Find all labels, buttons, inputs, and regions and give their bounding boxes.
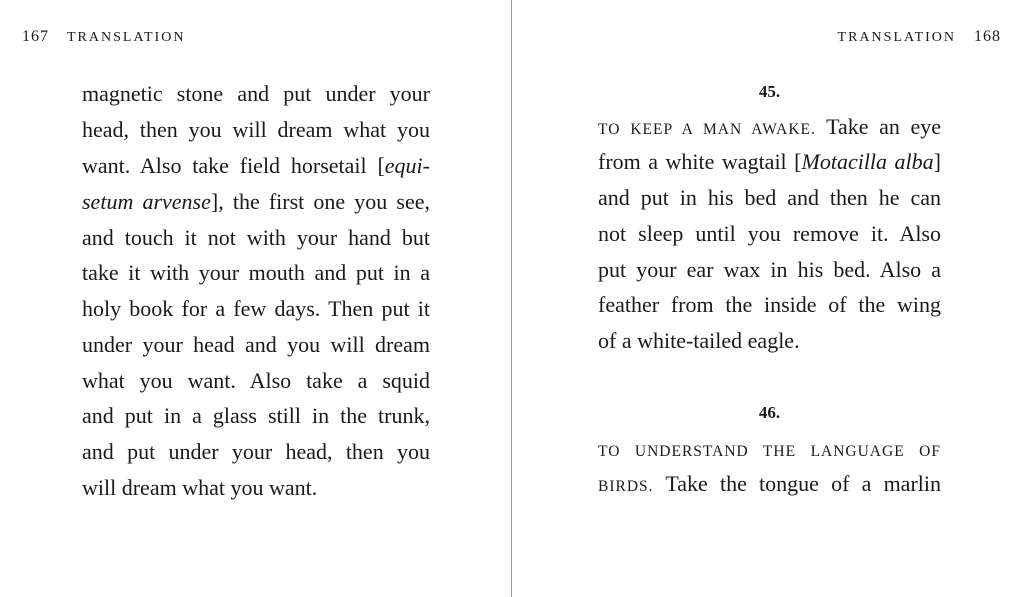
text-line: under your head and you will dream: [82, 332, 430, 357]
text-line: and touch it not with your hand but: [82, 225, 430, 250]
section-number: 46.: [758, 403, 781, 422]
text-segment: from a white wagtail [: [598, 149, 802, 174]
text-line: what you want. Also take a squid: [82, 368, 430, 393]
text-line: [598, 148, 941, 176]
running-head-right: [838, 29, 1001, 46]
text-line: and put in his bed and then he can: [598, 185, 941, 210]
text-line: magnetic stone and put under your: [82, 81, 430, 106]
text-line: not sleep until you remove it. Also: [598, 221, 941, 246]
page-number: 168: [974, 28, 1001, 45]
text-segment: Take the tongue of a marlin: [653, 471, 941, 496]
running-head-title: TRANSLATION: [67, 30, 186, 45]
right-page: [512, 0, 1024, 597]
text-line: feather from the inside of the wing: [598, 292, 941, 317]
running-head-left: [22, 29, 185, 46]
text-line: put your ear wax in his bed. Also a: [598, 257, 941, 282]
text-line: holy book for a few days. Then put it: [82, 296, 430, 321]
italic-term: equi-: [384, 153, 430, 178]
text-line: will dream what you want.: [82, 475, 318, 500]
section-heading: BIRDS.: [598, 478, 654, 495]
page-number: 167: [22, 28, 49, 45]
text-segment: ]: [933, 149, 941, 174]
text-line: and put under your head, then you: [82, 439, 430, 464]
text-line: [82, 152, 430, 180]
section-heading: TO KEEP A MAN AWAKE.: [598, 121, 816, 138]
section-heading: TO UNDERSTAND THE LANGUAGE OF: [598, 443, 941, 460]
text-line: [598, 470, 941, 501]
left-page: [0, 0, 511, 597]
running-head-title: TRANSLATION: [837, 30, 956, 45]
section-number: 45.: [758, 82, 781, 101]
text-line: [598, 113, 941, 144]
text-line: and put in a glass still in the trunk,: [82, 403, 430, 428]
text-line: take it with your mouth and put in a: [82, 260, 430, 285]
italic-term: Motacilla alba: [801, 149, 934, 174]
text-line: head, then you will dream what you: [82, 117, 430, 142]
italic-term: setum arvense: [82, 189, 211, 214]
text-segment: Take an eye: [815, 114, 941, 139]
text-segment: want. Also take field horsetail [: [82, 153, 385, 178]
text-line: [598, 435, 941, 466]
text-line: [82, 188, 430, 216]
text-segment: ], the first one you see,: [210, 189, 430, 214]
text-line: of a white-tailed eagle.: [598, 328, 800, 353]
